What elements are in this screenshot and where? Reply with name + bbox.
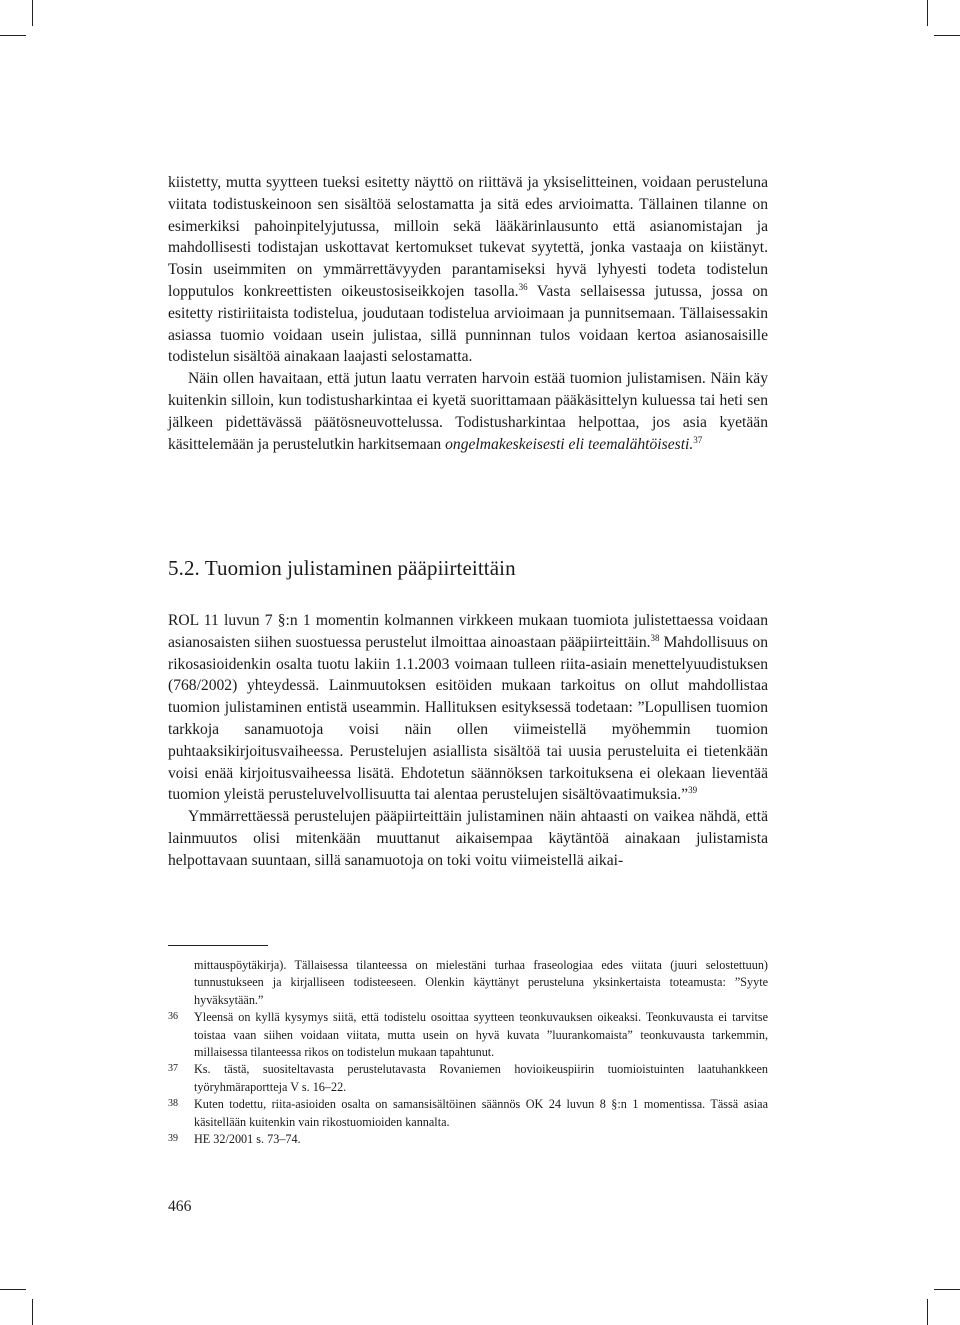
section-heading: 5.2. Tuomion julistaminen pääpiirteittäin [168, 556, 516, 580]
body-text-bottom [168, 610, 768, 872]
footnote: mittauspöytäkirja). Tällaisessa tilanteessa on mielestäni turhaa fraseologiaa edes viitata (juuri selostettuun) tunnustukseen ja kirjalliseen todisteeseen. Olenkin käyttänyt perusteluna yksinkertaista toteamusta: ”Syyte hyväksytään.” [194, 958, 768, 1007]
crop-mark [32, 0, 33, 26]
footnote-divider [168, 945, 268, 946]
footnote: 38 Kuten todettu, riita-asioiden osalta on samansisältöinen säännös OK 24 luvun 8 §:n 1 momentissa. Tässä asiaa käsitellään kuitenkin vain rikostuomioiden kannalta. [168, 1097, 768, 1129]
crop-mark [0, 35, 26, 36]
crop-mark [0, 1289, 26, 1290]
footnote: 39 HE 32/2001 s. 73–74. [168, 1132, 301, 1147]
footnotes [168, 957, 768, 1148]
body-text-top [168, 172, 768, 455]
footnote: 36 Yleensä on kyllä kysymys siitä, että todistelu osoittaa syytteen teonkuvauksen oikeaksi. Teonkuvausta ei tarvitse toistaa vaan siihen voidaan viitata, mutta usein on hyvä kuvata ”luurankomaista” teonkuvausta tarkemmin, millaisessa tilanteessa rikos on todistelun mukaan tapahtunut. [168, 1010, 768, 1060]
footnote-ref: 38 [650, 632, 660, 643]
paragraph: kiistetty, mutta syytteen tueksi esitetty näyttö on riittävä ja yksiselitteinen, voidaan perusteluna viitata todistuskeinoon sen sisältöä selostamatta ja sitä edes arvioimatta. Tällainen tilanne on esimerkiksi pahoinpitelyjutussa, milloin sekä lääkärinlausunto että asianomistajan ja mahdollisesti todistajan uskottavat kertomukset tukevat syytettä, jonka vastaaja on kiistänyt. Tosin useimmiten on ymmärrettävyyden parantamiseksi hyvä lyhyesti todeta todistelun lopputulos konkreettisten oikeustosiseikkojen tasolla.$^{36}$ Vasta sellaisessa jutussa, jossa on esitetty ristiriitaista todistelua, joudutaan todistelua arvioimaan ja punnitsemaan. Tällaisessakin asiassa tuomio voidaan usein julistaa, sillä punninnan tulos voidaan kertoa asianosaisille todistelun sisältöä ainakaan laajasti selostamatta. [168, 174, 768, 366]
paragraph: Ymmärrettäessä perustelujen pääpiirteittäin julistaminen näin ahtaasti on vaikea nähdä, että lainmuutos olisi mitenkään muuttanut aikaisempaa käytäntöä ainakaan julistamista helpottavaan suuntaan, sillä sanamuotoja on toki voitu viimeistellä aikai- [168, 808, 768, 869]
crop-mark [934, 1289, 960, 1290]
footnote-ref: 37 [693, 434, 703, 445]
footnote: 37 Ks. tästä, suositeltavasta perustelutavasta Rovaniemen hovioikeuspiirin tuomioistuinten laatuhankkeen työryhmäraportteja V s. 16–22. [168, 1062, 768, 1094]
footnote-ref: 39 [688, 785, 698, 796]
page-number: 466 [168, 1198, 192, 1215]
crop-mark [927, 0, 928, 26]
crop-mark [32, 1299, 33, 1325]
paragraph: Näin ollen havaitaan, että jutun laatu verraten harvoin estää tuomion julistamisen. Näin käy kuitenkin silloin, kun todistusharkintaa ei kyetä suorittamaan pääkäsittelyn kuluessa tai heti sen jälkeen pidettävässä päätösneuvottelussa. Todistusharkintaa helpottaa, jos asia kyetään käsittelemään ja perustelutkin harkitsemaan ongelmakeskeisesti eli teemalähtöisesti.$^{37}$ [168, 370, 768, 453]
footnote-ref: 36 [518, 281, 528, 292]
crop-mark [927, 1299, 928, 1325]
paragraph: ROL 11 luvun 7 §:n 1 momentin kolmannen virkkeen mukaan tuomiota julistettaessa voidaan asianosaisten siihen suostuessa perustelut ilmoittaa ainoastaan pääpiirteittäin.$^{38}$ Mahdollisuus on rikosasioidenkin osalta tuotu lakiin 1.1.2003 voimaan tulleen riita-asiain menettelyuudistuksen (768/2002) yhteydessä. Lainmuutoksen esitöiden mukaan tarkoitus on ollut mahdollistaa tuomion julistaminen entistä useammin. Hallituksen esityksessä todetaan: ”Lopullisen tuomion tarkkoja sanamuotoja voisi näin ollen viimeistellä myöhemmin tuomion puhtaaksikirjoitusvaiheessa. Perustelujen asiallista sisältöä tai uusia perusteluita ei tietenkään voisi enää kirjoitusvaiheessa lisätä. Ehdotetun säännöksen tarkoituksena ei olekaan lieventää tuomion yleistä perusteluvelvollisuutta tai alentaa perustelujen sisältövaatimuksia.”$^{39}$ [168, 612, 769, 804]
crop-mark [934, 35, 960, 36]
